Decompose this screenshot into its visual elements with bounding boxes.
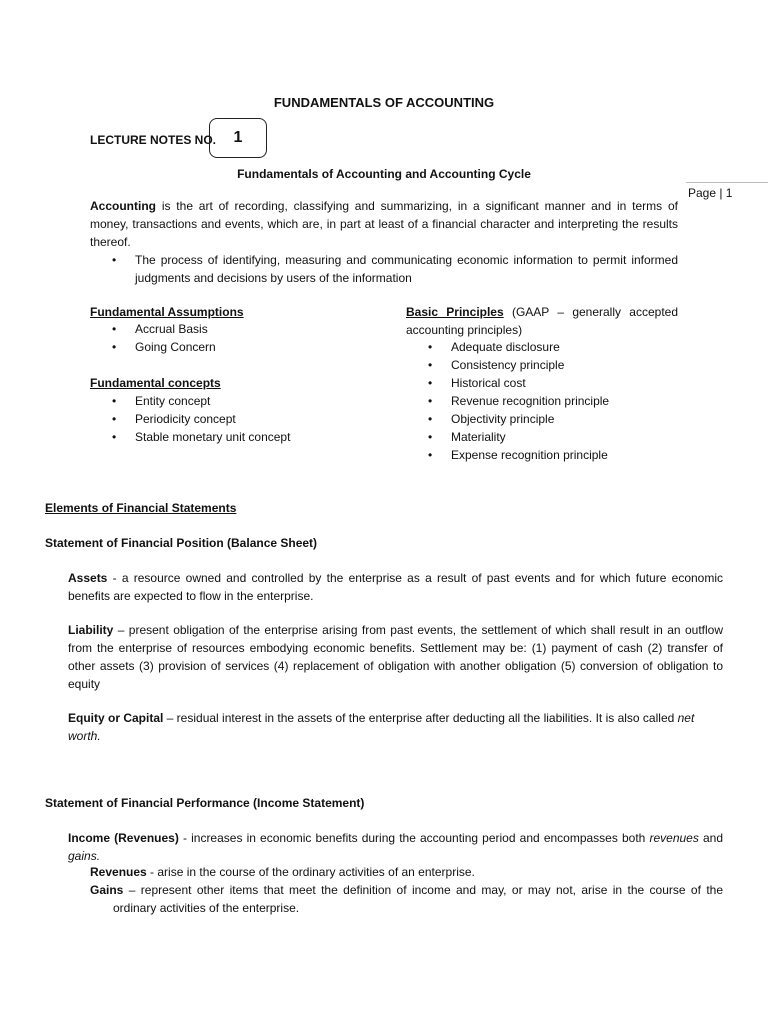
income-text: - increases in economic benefits during the accounting period and encompasses both	[178, 831, 650, 845]
income-and: and	[698, 831, 723, 845]
document-subtitle: Fundamentals of Accounting and Accounting Cycle	[237, 167, 531, 181]
list-item: • Periodicity concept	[90, 410, 370, 428]
document-title: FUNDAMENTALS OF ACCOUNTING	[273, 95, 495, 110]
liability-term: Liability	[68, 623, 114, 637]
concepts-list	[90, 392, 370, 446]
equity-term: Equity or Capital	[68, 711, 164, 725]
list-item: • Revenue recognition principle	[406, 392, 678, 410]
income-italic-gains: gains.	[68, 849, 101, 863]
list-item: • Historical cost	[406, 374, 678, 392]
revenues-text: - arise in the course of the ordinary activities of an enterprise.	[146, 865, 475, 879]
gains-paragraph	[90, 881, 723, 917]
list-item: • Objectivity principle	[406, 410, 678, 428]
income-italic-revenues: revenues	[649, 831, 699, 845]
list-item: • Consistency principle	[406, 356, 678, 374]
assumptions-list	[90, 320, 370, 356]
balance-sheet-heading: Statement of Financial Position (Balance Sheet)	[45, 536, 318, 550]
principles-heading-note: (GAAP – generally accepted accounting principles)	[406, 305, 678, 337]
page-number-rule	[686, 182, 768, 183]
elements-heading: Elements of Financial Statements	[45, 501, 237, 515]
accounting-bullet-list	[90, 251, 678, 287]
lecture-notes-label: LECTURE NOTES NO.	[90, 133, 217, 147]
lecture-number-box	[209, 118, 267, 158]
list-item: • Expense recognition principle	[406, 446, 678, 464]
principles-heading-title: Basic Principles	[406, 305, 504, 319]
list-item: • Adequate disclosure	[406, 338, 678, 356]
list-item: • Going Concern	[90, 338, 370, 356]
liability-text: – present obligation of the enterprise arising from past events, the settlement of which shall result in an outflow from the enterprise of resources embodying economic benefits. Settlement may be: (1) payment of cash (2) transfer of other assets (3) provision of services (4) replacement of obligation with another obligation (5) conversion of obligation to equity	[68, 623, 723, 691]
principles-heading	[406, 303, 678, 339]
accounting-definition-text: is the art of recording, classifying and summarizing, in a significant manner and in terms of money, transactions and events, which are, in part at least of a financial character and interpreting the results thereof.	[90, 199, 678, 249]
revenues-term: Revenues	[90, 865, 147, 879]
equity-italic: net worth.	[68, 711, 695, 743]
principles-list	[406, 338, 678, 464]
list-item: • Entity concept	[90, 392, 370, 410]
equity-text: – residual interest in the assets of the enterprise after deducting all the liabilities. It is also called	[163, 711, 678, 725]
accounting-term: Accounting	[90, 199, 156, 213]
assets-paragraph	[68, 569, 723, 605]
income-term: Income (Revenues)	[68, 831, 179, 845]
performance-heading: Statement of Financial Performance (Income Statement)	[45, 796, 365, 810]
list-item: • Accrual Basis	[90, 320, 370, 338]
list-item: • Stable monetary unit concept	[90, 428, 370, 446]
page-number: Page | 1	[688, 186, 733, 200]
equity-paragraph	[68, 709, 723, 745]
gains-term: Gains	[90, 883, 124, 897]
concepts-heading: Fundamental concepts	[90, 376, 221, 390]
lecture-number: 1	[233, 129, 243, 146]
assets-text: - a resource owned and controlled by the enterprise as a result of past events and for which future economic benefits are expected to flow in the enterprise.	[68, 571, 723, 603]
revenues-paragraph	[90, 863, 723, 881]
list-item: • The process of identifying, measuring and communicating economic information to permit informed judgments and decisions by users of the information	[90, 251, 678, 287]
list-item: • Materiality	[406, 428, 678, 446]
accounting-definition	[90, 197, 678, 251]
liability-paragraph	[68, 621, 723, 693]
assets-term: Assets	[68, 571, 108, 585]
assumptions-heading: Fundamental Assumptions	[90, 305, 244, 319]
gains-text: – represent other items that meet the definition of income and may, or may not, arise in the course of the ordinary activities of the enterprise.	[113, 883, 723, 915]
income-paragraph	[68, 829, 723, 865]
